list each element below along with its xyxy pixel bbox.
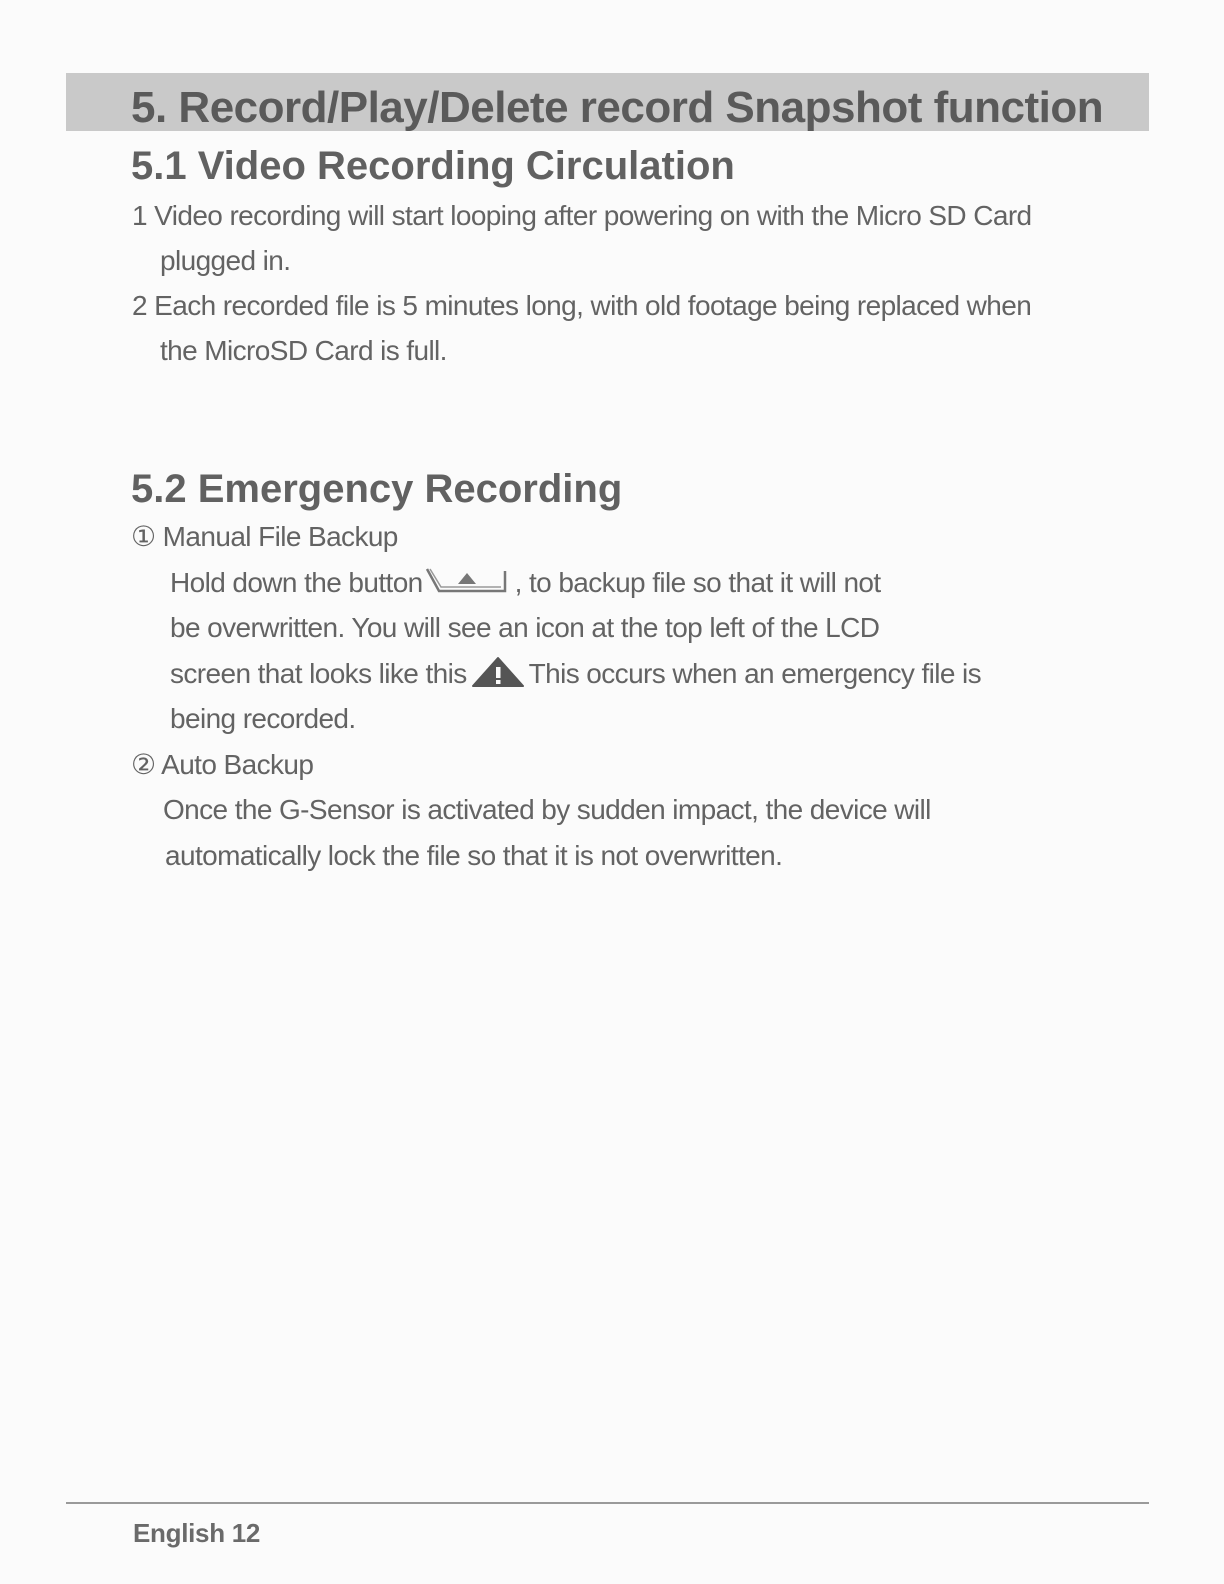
warning-icon [471, 656, 525, 688]
item-2-line-1: 2 Each recorded file is 5 minutes long, with old footage being replaced when [132, 290, 1032, 321]
section-5-2-title: 5.2 Emergency Recording [131, 467, 623, 511]
manual-line-1-after: , to backup file so that it will not [514, 567, 881, 598]
manual-backup-line-3 [170, 657, 981, 692]
auto-backup-line-2: automatically lock the file so that it is not overwritten. [165, 840, 783, 871]
manual-line-3-before: screen that looks like this [170, 658, 467, 689]
chapter-title: 5. Record/Play/Delete record Snapshot function [131, 83, 1104, 132]
item-2-line-2: the MicroSD Card is full. [160, 335, 447, 366]
manual-backup-line-4: being recorded. [170, 703, 356, 734]
manual-line-1-before: Hold down the button [170, 567, 423, 598]
page-number: English 12 [133, 1518, 261, 1548]
manual-backup-line-2: be overwritten. You will see an icon at the top left of the LCD [170, 612, 880, 643]
emergency-button-icon [425, 567, 509, 595]
manual-line-3-after: This occurs when an emergency file is [528, 658, 982, 689]
auto-backup-line-1: Once the G-Sensor is activated by sudden impact, the device will [163, 794, 931, 825]
item-1-line-2: plugged in. [160, 245, 291, 276]
footer-divider [66, 1502, 1149, 1504]
item-1-line-1: 1 Video recording will start looping after powering on with the Micro SD Card [132, 200, 1032, 231]
section-5-1-title: 5.1 Video Recording Circulation [131, 144, 735, 188]
manual-backup-line-1 [170, 566, 881, 600]
auto-backup-heading: ② Auto Backup [131, 749, 314, 780]
manual-backup-heading: ① Manual File Backup [131, 521, 398, 552]
